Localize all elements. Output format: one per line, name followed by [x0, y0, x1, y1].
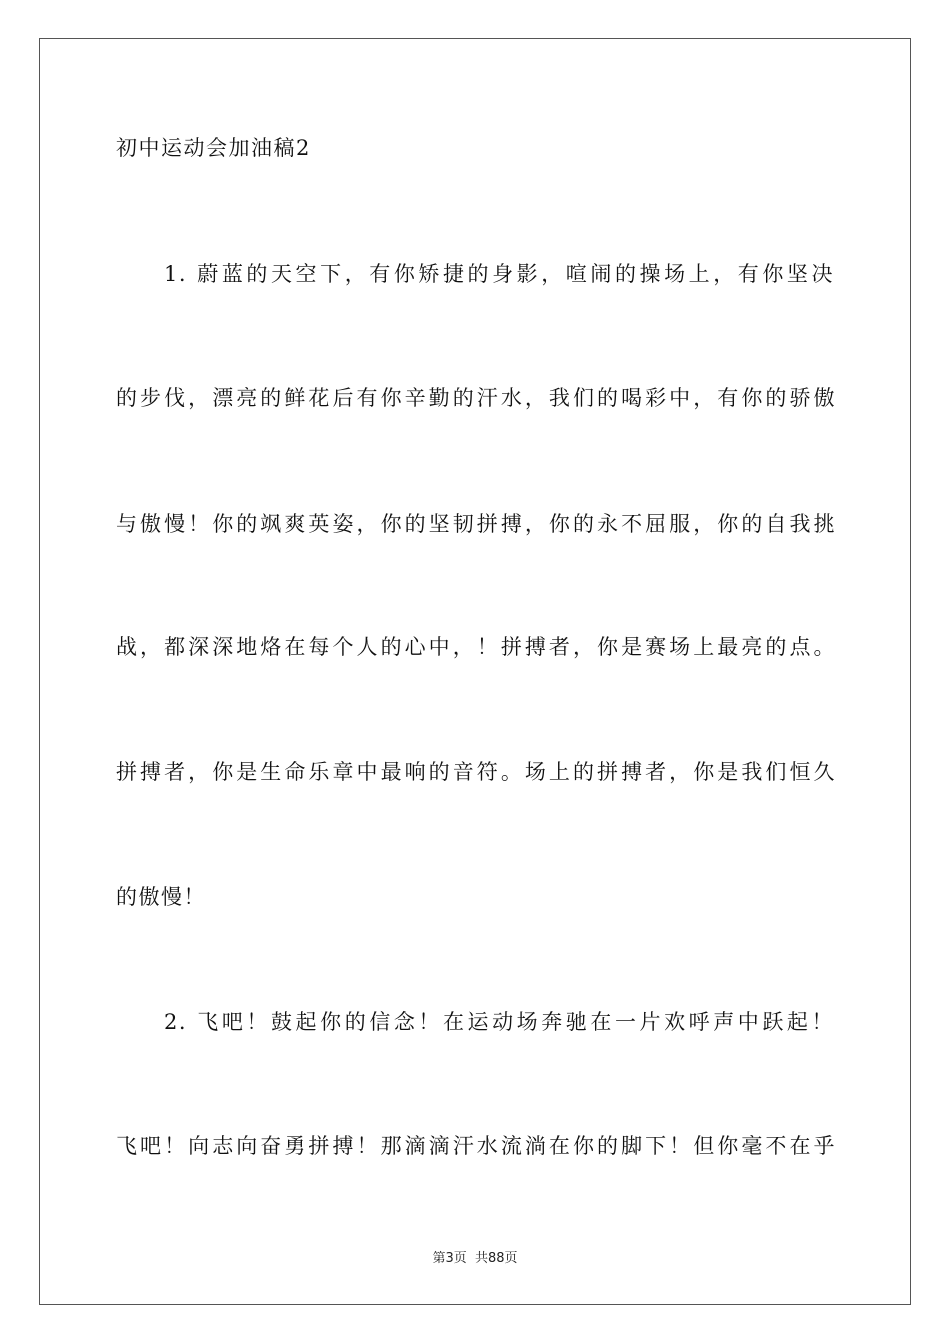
page-footer: [0, 1247, 950, 1266]
page-number: 第3页: [432, 1251, 467, 1266]
paragraph-2-line-2: 飞吧！向志向奋勇拼搏！那滴滴汗水流淌在你的脚下！但你毫不在乎: [116, 1134, 836, 1158]
paragraph-1-line-3: 与傲慢！你的飒爽英姿，你的坚韧拼搏，你的永不屈服，你的自我挑: [116, 512, 836, 536]
total-pages: 共88页: [474, 1251, 518, 1266]
document-title: 初中运动会加油稿2: [116, 136, 311, 160]
paragraph-1-line-1: 1. 蔚蓝的天空下，有你矫捷的身影，喧闹的操场上，有你坚决: [164, 262, 834, 286]
paragraph-2-line-1: 2. 飞吧！鼓起你的信念！在运动场奔驰在一片欢呼声中跃起！: [164, 1010, 834, 1034]
page-border: [39, 38, 911, 1305]
paragraph-1-line-4: 战，都深深地烙在每个人的心中，！拼搏者，你是赛场上最亮的点。: [116, 635, 836, 659]
paragraph-1-line-5: 拼搏者，你是生命乐章中最响的音符。场上的拼搏者，你是我们恒久: [116, 760, 836, 784]
paragraph-1-line-6: 的傲慢！: [116, 885, 206, 909]
paragraph-1-line-2: 的步伐，漂亮的鲜花后有你辛勤的汗水，我们的喝彩中，有你的骄傲: [116, 386, 836, 410]
